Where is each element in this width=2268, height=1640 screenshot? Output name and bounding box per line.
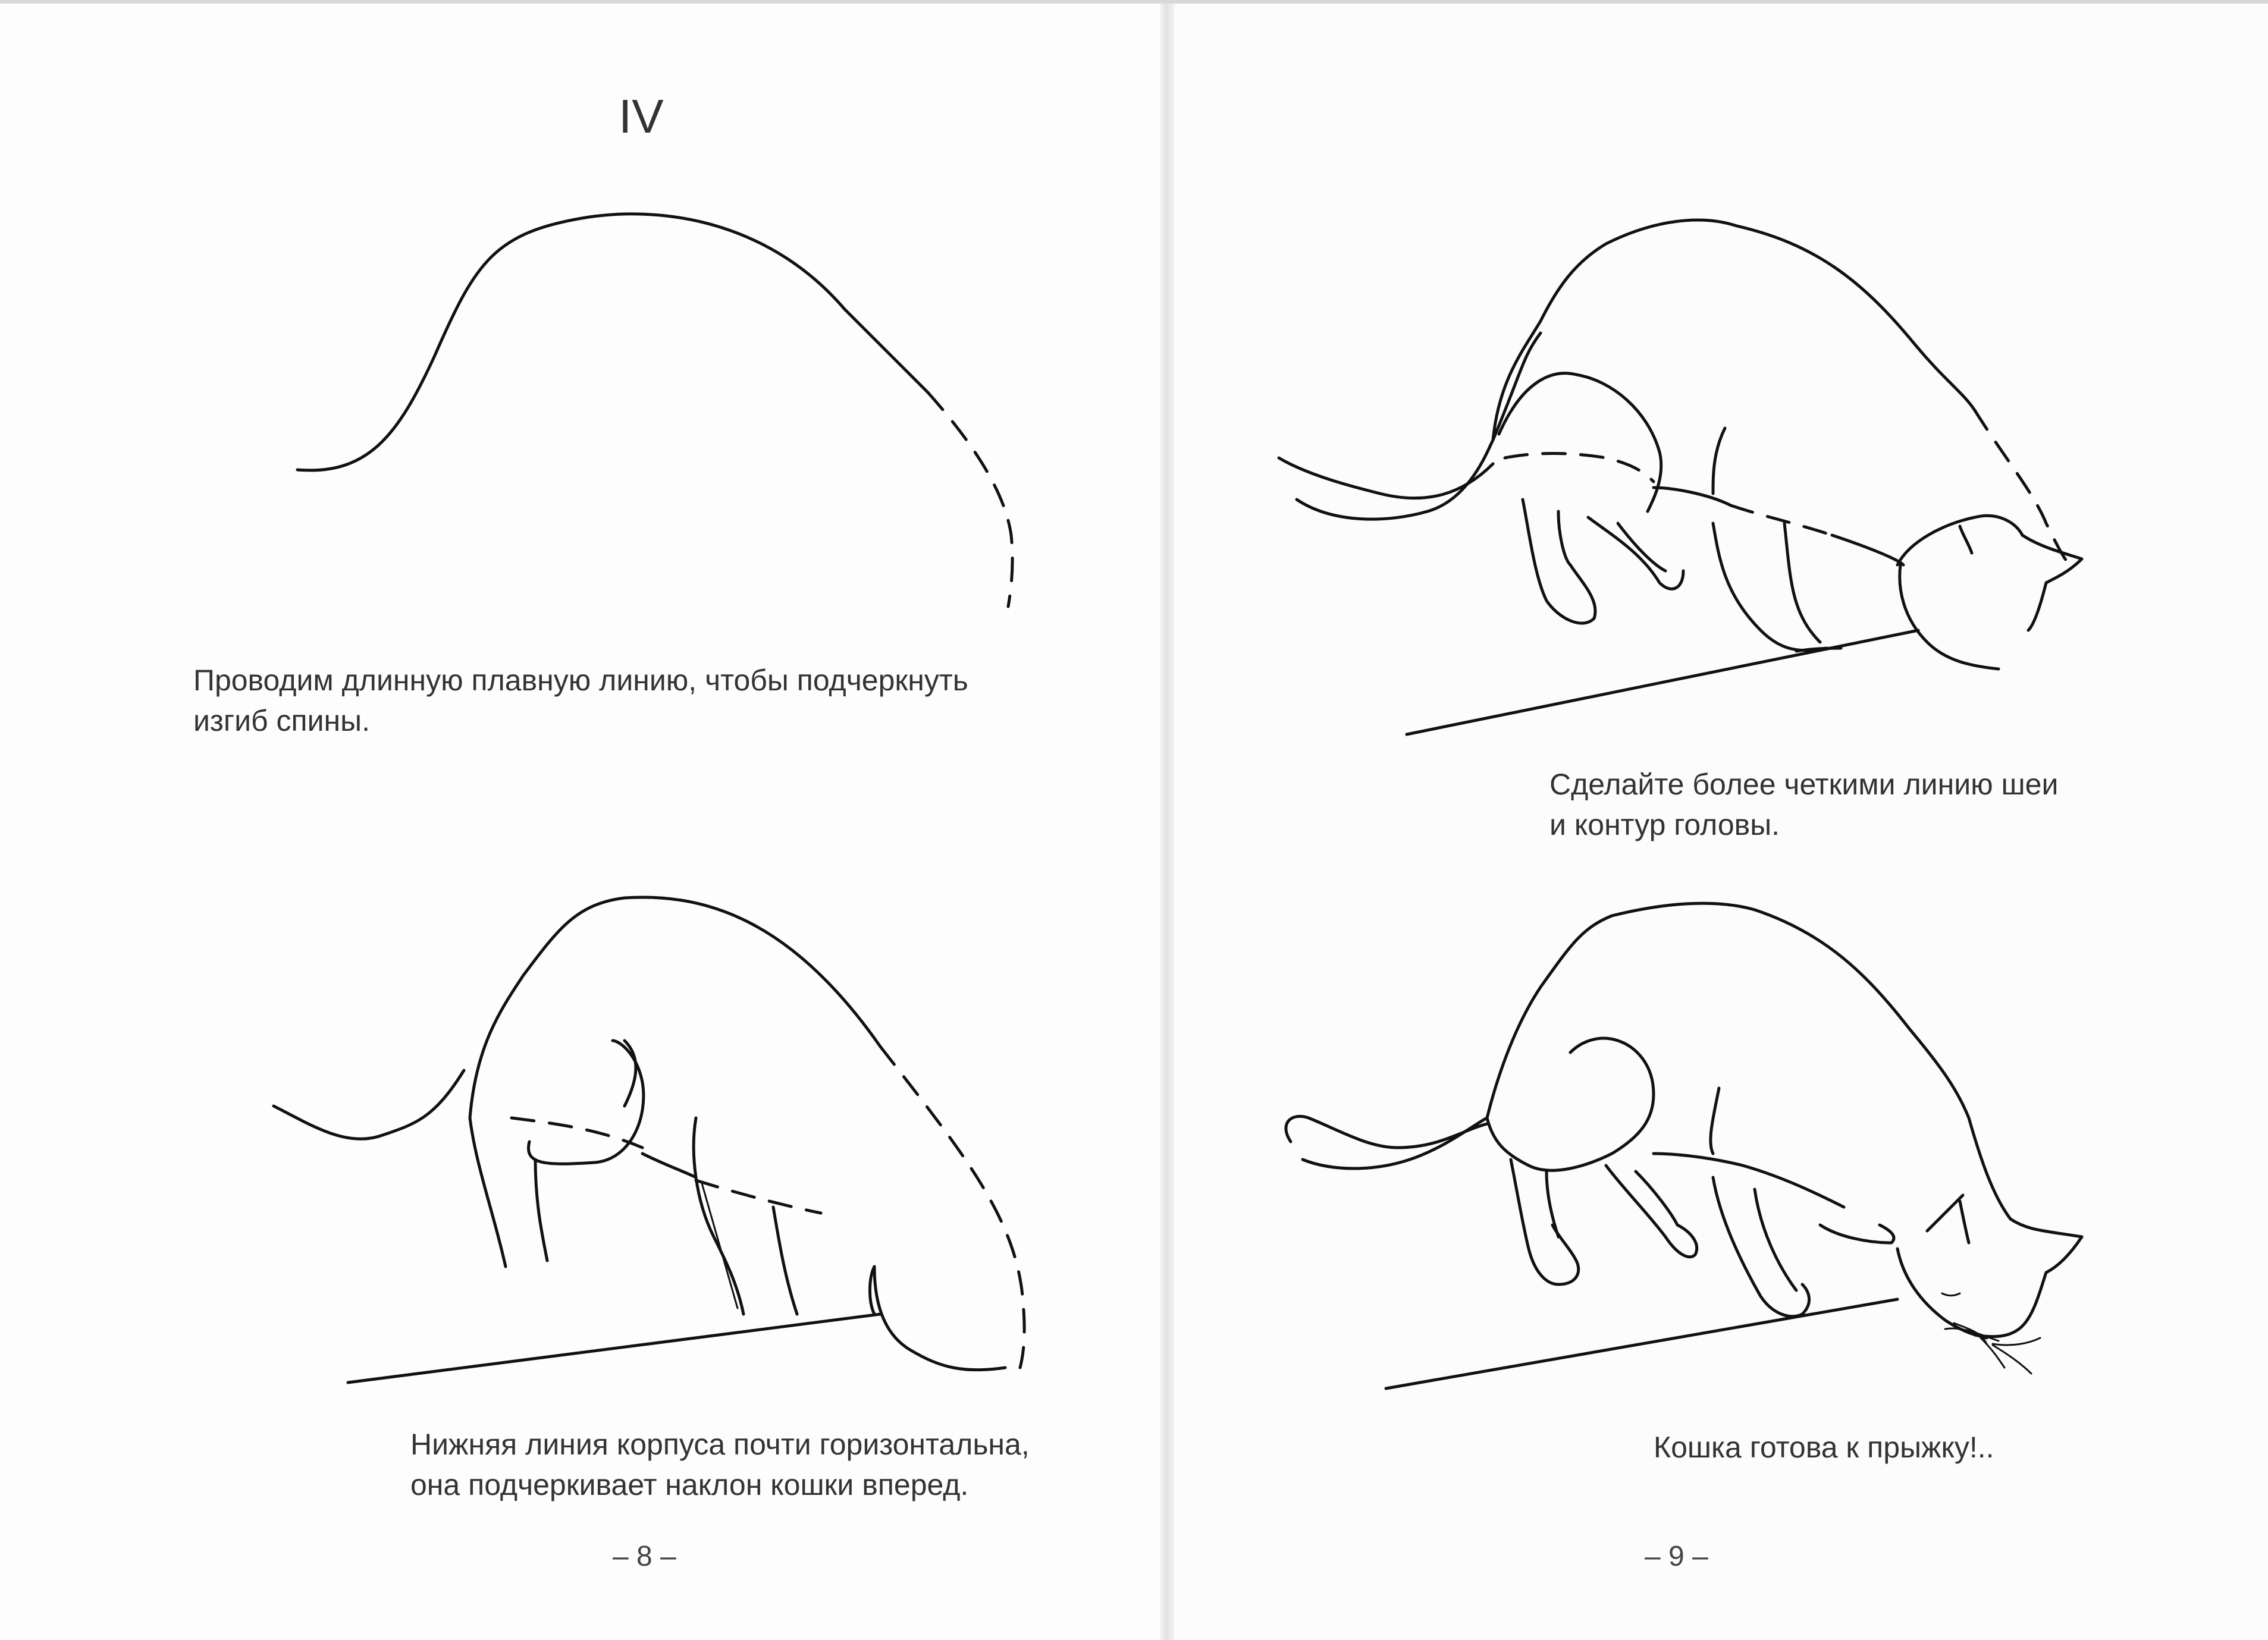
caption-line: Кошка готова к прыжку!..: [1654, 1431, 1994, 1464]
right-caption-bottom: [1654, 1427, 1994, 1468]
caption-line: она подчеркивает наклон кошки вперед.: [410, 1468, 969, 1501]
caption-line: Нижняя линия корпуса почти горизонтальна,: [410, 1428, 1030, 1461]
left-page-number: – 8 –: [613, 1541, 676, 1572]
drawing-step-neck-and-head: [1279, 220, 2082, 734]
caption-line: изгиб спины.: [193, 704, 370, 737]
drawing-step-body-outline: [274, 897, 1024, 1383]
drawing-step-back-curve: [297, 214, 1012, 607]
caption-line: Проводим длинную плавную линию, чтобы подчеркнуть: [193, 664, 968, 697]
chapter-numeral: IV: [619, 90, 664, 143]
left-caption-bottom: [410, 1424, 1030, 1505]
caption-line: Сделайте более четкими линию шеи: [1549, 768, 2059, 801]
right-caption-top: [1549, 764, 2058, 845]
drawing-step-finished-cat: [1286, 903, 2082, 1388]
left-caption-top: [193, 660, 968, 741]
caption-line: и контур головы.: [1549, 808, 1780, 841]
right-page-number: – 9 –: [1645, 1541, 1708, 1572]
